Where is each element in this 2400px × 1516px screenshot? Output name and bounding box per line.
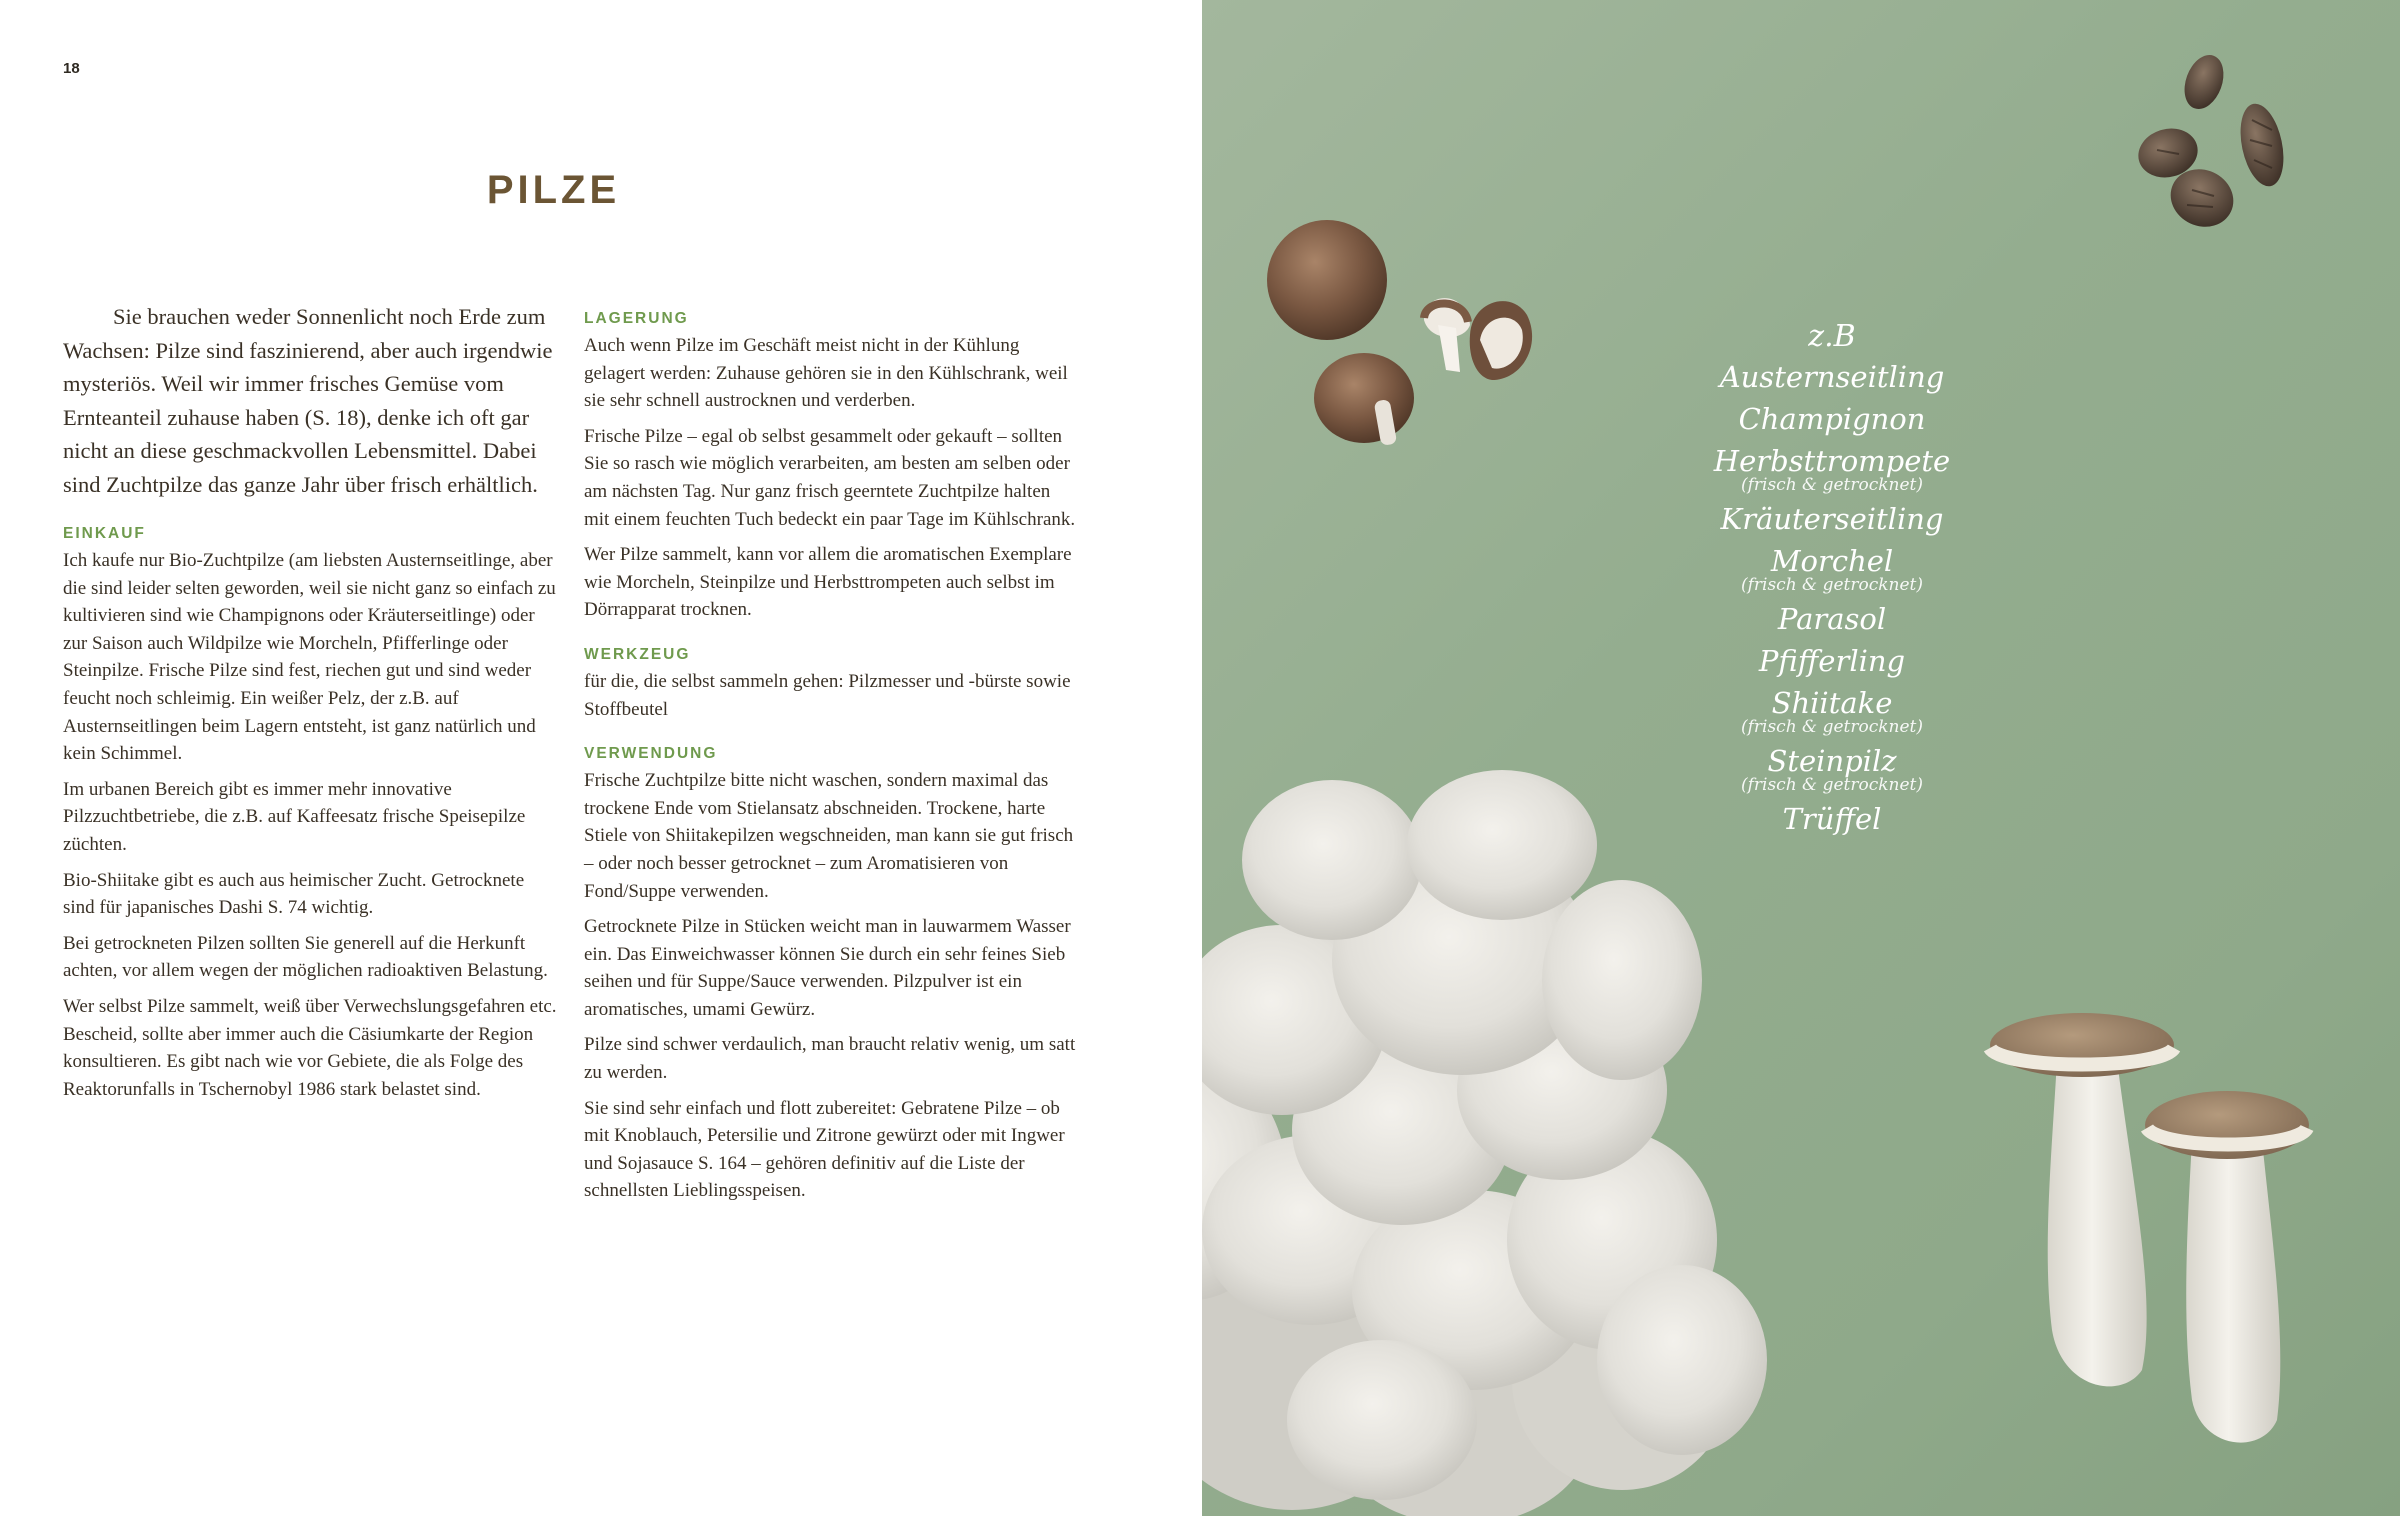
page-number: 18 [63,60,80,77]
champignon-group [1267,220,1532,446]
einkauf-paragraph: Im urbanen Bereich gibt es immer mehr innovative Pilzzuchtbetriebe, die z.B. auf Kaffeesatz frische Speisepilze züchten. [63,778,526,855]
list-item-parasol: Parasol [1777,602,1887,636]
list-item-trueffel: Trüffel [1782,802,1882,836]
section-einkauf [63,525,557,1103]
list-note: (frisch & getrocknet) [1740,475,1924,495]
list-item-champignon: Champignon [1738,402,1926,436]
text-column-right [584,300,1078,1227]
section-lagerung [584,310,1078,624]
mushroom-variety-list [1632,318,2032,840]
list-item-kraeuterseitling: Kräuterseitling [1720,502,1944,536]
einkauf-paragraph: Bio-Shiitake gibt es auch aus heimischer Zucht. Getrocknete sind für japanisches Dashi S. 74 wichtig. [63,869,525,919]
text-column-left [63,300,557,1125]
list-item-pfifferling: Pfifferling [1758,644,1906,678]
morel-group [2133,50,2290,237]
intro-paragraph: Sie brauchen weder Sonnenlicht noch Erde zum Wachsen: Pilze sind faszinierend, aber auch irgendwie mysteriös. Weil wir immer frisches Gemüse vom Ernteanteil zuhause haben (S. 18), denke ich oft gar nicht an diese geschmackvollen Lebensmittel. Dabei sind Zuchtpilze das ganze Jahr über frisch erhältlich. [63,304,553,497]
list-note: (frisch & getrocknet) [1740,775,1924,795]
lagerung-paragraph: Auch wenn Pilze im Geschäft meist nicht in der Kühlung gelagert werden: Zuhause gehören sie in den Kühlschrank, weil sie sehr schnell austrocknen und verderben. [584,335,1068,412]
einkauf-paragraph: Ich kaufe nur Bio-Zuchtpilze (am liebsten Austernseitlinge, aber die sind leider selten geworden, weil sie nicht ganz so einfach zu kultivieren sind wie Champignons oder Kräuterseitlinge) oder zur Saison auch Wildpilze wie Morcheln, Pfifferlinge oder Steinpilze. Frische Pilze sind fest, riechen gut und sind weder feucht noch schleimig. Ein weißer Pelz, der z.B. auf Austernseitlingen beim Lagern entsteht, ist ganz natürlich und kein Schimmel. [63,550,556,765]
section-heading-lagerung: LAGERUNG [584,310,689,327]
page-title: PILZE [486,168,621,212]
verwendung-paragraph: Pilze sind schwer verdaulich, man braucht relativ wenig, um satt zu werden. [584,1034,1076,1084]
lagerung-paragraph: Frische Pilze – egal ob selbst gesammelt oder gekauft – sollten Sie so rasch wie möglich verarbeiten, am besten am selben oder am nächsten Tag. Nur ganz frisch geerntete Zuchtpilze halten mit einem feuchten Tuch bedeckt ein paar Tage im Kühlschrank. [584,425,1076,530]
einkauf-paragraph: Wer selbst Pilze sammelt, weiß über Verwechslungsgefahren etc. Bescheid, sollte aber immer auch die Cäsiumkarte der Region konsultieren. Es gibt nach wie vor Gebiete, die als Folge des Reaktorunfalls in Tschernobyl 1986 stark belastet sind. [63,995,557,1100]
section-heading-einkauf: EINKAUF [63,525,146,542]
list-item-morchel: Morchel [1770,544,1894,578]
photo-page [1202,0,2400,1516]
list-note: (frisch & getrocknet) [1740,717,1924,737]
section-heading-verwendung: VERWENDUNG [584,745,718,763]
oyster-mushroom-cluster [1202,770,1767,1516]
verwendung-paragraph: Sie sind sehr einfach und flott zubereitet: Gebratene Pilze – ob mit Knoblauch, Petersilie und Zitrone gewürzt oder mit Ingwer und Sojasauce S. 164 – gehören definitiv auf die Liste der schnellsten Lieblingsspeisen. [584,1097,1065,1202]
list-item-herbsttrompete: Herbsttrompete [1713,444,1951,478]
king-oyster-group [1990,1013,2309,1443]
list-note: (frisch & getrocknet) [1740,575,1924,595]
einkauf-paragraph: Bei getrockneten Pilzen sollten Sie generell auf die Herkunft achten, vor allem wegen der möglichen radioaktiven Belastung. [63,932,548,982]
list-item-shiitake: Shiitake [1771,686,1893,720]
section-werkzeug [584,646,1078,723]
list-item-austernseitling: Austernseitling [1719,360,1945,394]
section-verwendung [584,745,1078,1205]
verwendung-paragraph: Frische Zuchtpilze bitte nicht waschen, sondern maximal das trockene Ende vom Stielansatz abschneiden. Trockene, harte Stiele von Shiitakepilzen wegschneiden, man kann sie gut frisch – oder noch besser getrocknet – zum Aromatisieren von Fond/Suppe verwenden. [584,770,1074,902]
lagerung-paragraph: Wer Pilze sammelt, kann vor allem die aromatischen Exemplare wie Morcheln, Steinpilze und Herbsttrompeten auch selbst im Dörrapparat trocknen. [584,544,1072,621]
section-heading-werkzeug: WERKZEUG [584,645,691,663]
werkzeug-paragraph: für die, die selbst sammeln gehen: Pilzmesser und -bürste sowie Stoffbeutel [584,670,1071,720]
list-intro: z.B [1808,319,1856,354]
verwendung-paragraph: Getrocknete Pilze in Stücken weicht man in lauwarmem Wasser ein. Das Einweichwasser können Sie durch ein sehr feines Sieb seihen und für Suppe/Sauce verwenden. Pilzpulver ist ein aromatisches, umami Gewürz. [584,916,1071,1020]
list-item-steinpilz: Steinpilz [1767,744,1897,778]
